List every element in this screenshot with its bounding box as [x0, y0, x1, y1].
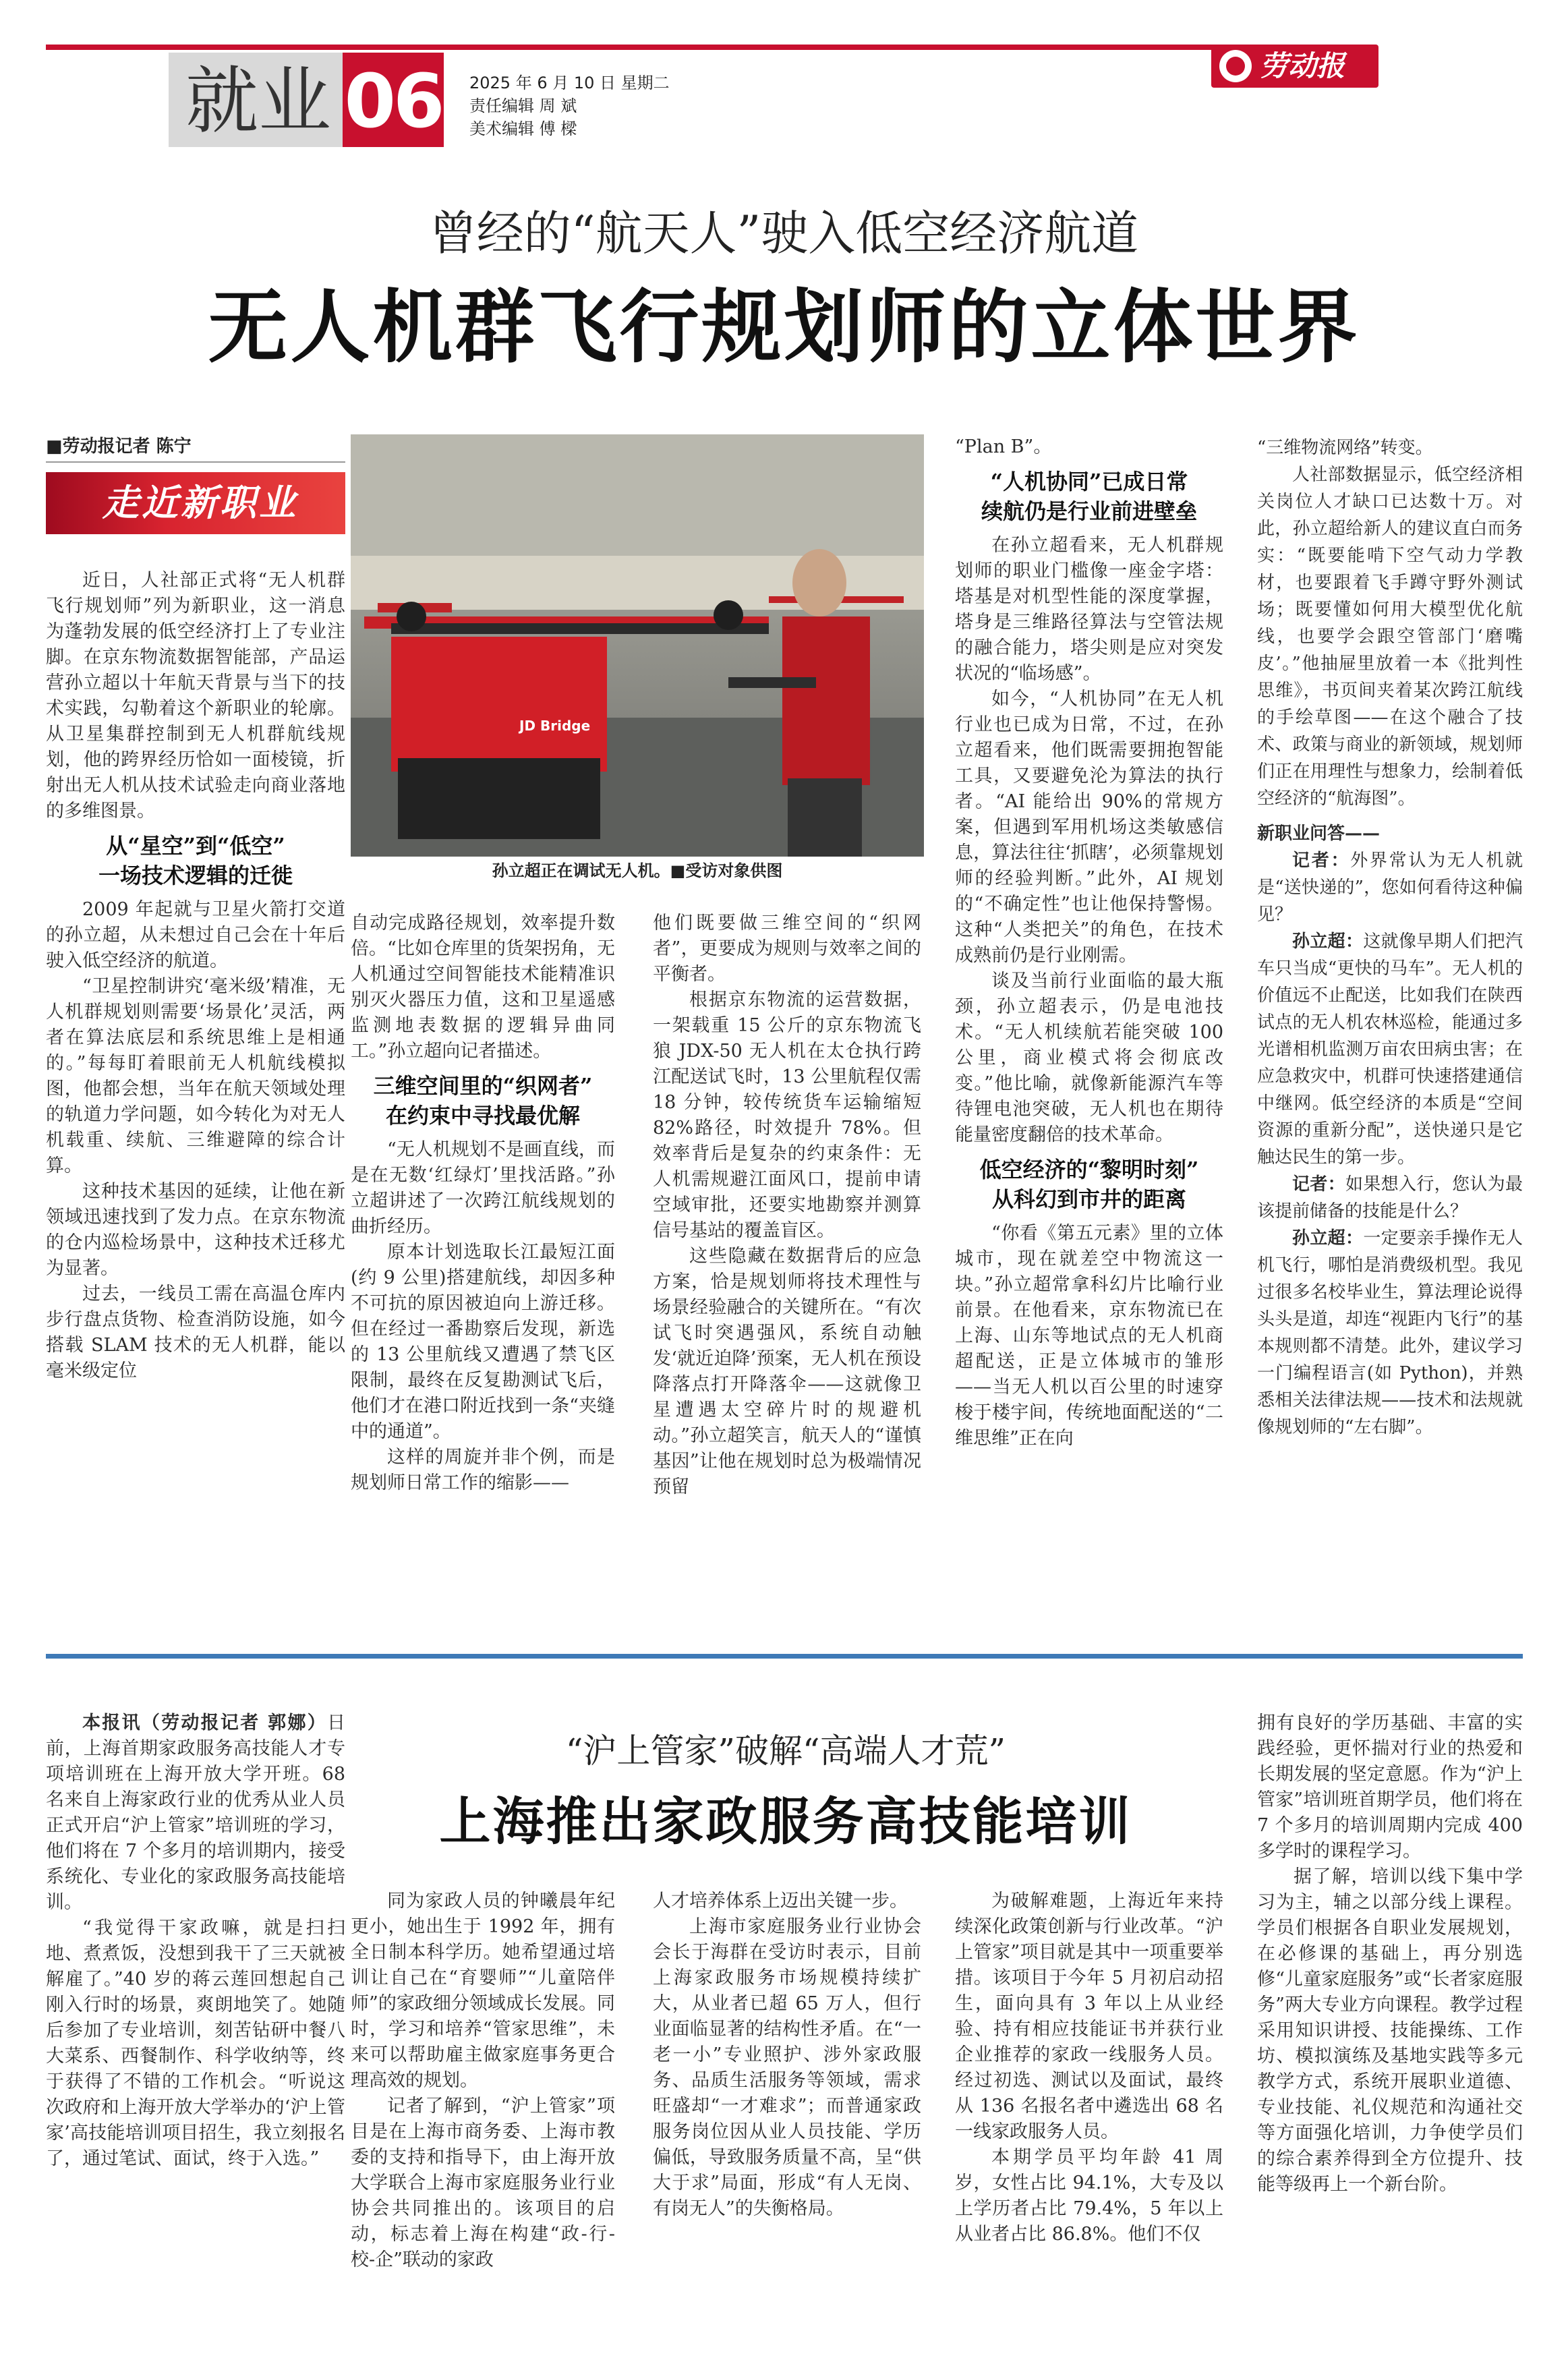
- paragraph: 本期学员平均年龄 41 周岁，女性占比 94.1%，大专及以上学历者占比 79.4%，5 年以上从业者占比 86.8%。他们不仅: [955, 2147, 1223, 2245]
- article1-col4: [955, 434, 1223, 1452]
- subheading-line1: “人机协同”已成日常: [990, 469, 1188, 494]
- column-banner: [46, 472, 345, 534]
- paragraph: 为破解难题，上海近年来持续深化政策创新与行业改革。“沪上管家”项目就是其中一项重要举措。该项目于今年 5 月初启动招生，面向具有 3 年以上从业经验、持有相应技能证书并获行业企业推荐的家政一线服务人员。经过初选、测试以及面试，最终从 136 名报名者中遴选出 68 名一线家政服务人员。: [955, 1891, 1223, 2142]
- paragraph: 自动完成路径规划，效率提升数倍。“比如仓库里的货架拐角，无人机通过空间智能技术能精准识别灭火器压力值，这和卫星遥感监测地表数据的逻辑异曲同工。”孙立超向记者描述。: [351, 913, 615, 1062]
- paper-logo: [1211, 45, 1378, 88]
- article1-col2: [351, 911, 615, 1496]
- paragraph: 在孙立超看来，无人机群规划师的职业门槛像一座金字塔：塔基是对机型性能的深度掌握，塔身是三维路径算法与空管法规的融合能力，塔尖则是应对突发状况的“临场感”。: [955, 535, 1223, 684]
- subheading: [955, 467, 1223, 526]
- paragraph: “卫星控制讲究‘毫米级’精准，无人机群规划则需要‘场景化’灵活，两者在算法底层和系统思维上是相通的。”每每盯着眼前无人机航线模拟图，他都会想，当年在航天领域处理的轨道力学问题，如今转化为对无人机载重、续航、三维避障的综合计算。: [46, 976, 345, 1176]
- subheading-line2: 一场技术逻辑的迁徙: [98, 863, 293, 888]
- paragraph: 这种技术基因的延续，让他在新领域迅速找到了发力点。在京东物流的仓内巡检场景中，这种技术迁移尤为显著。: [46, 1181, 345, 1279]
- qa-answer: [1257, 928, 1523, 1171]
- paper-name: 劳动报: [1260, 49, 1345, 82]
- article2-col5: [1257, 1711, 1523, 2197]
- paragraph: “Plan B”。: [955, 436, 1052, 457]
- paragraph: 根据京东物流的运营数据，一架载重 15 公斤的京东物流飞狼 JDX-50 无人机在太仓执行跨江配送试飞时，13 公里航程仅需 18 分钟，较传统货车运输缩短 82%路径，时效提升 78%。但效率背后是复杂的约束条件：无人机需规避江面风口，提前申请空域审批，还要实地勘察并测算信号基站的覆盖盲区。: [653, 989, 921, 1241]
- subheading-line2: 从科幻到市井的距离: [991, 1186, 1186, 1212]
- article2-col4: [955, 1889, 1223, 2247]
- article1-byline: ■劳动报记者 陈宁: [46, 436, 192, 457]
- qa-answer: [1257, 1225, 1523, 1441]
- paragraph: 上海市家庭服务业行业协会会长于海群在受访时表示，目前上海家政服务市场规模持续扩大，从业者已超 65 万人，但行业面临显著的结构性矛盾。在“一老一小”专业照护、涉外家政服务、品质生活服务等领域，需求旺盛却“一才难求”；而普通家政服务岗位因从业人员技能、学历偏低，导致服务质量不高，呈“供大于求”局面，形成“有人无岗、有岗无人”的失衡格局。: [653, 1916, 921, 2219]
- paragraph: 拥有良好的学历基础、丰富的实践经验，更怀揣对行业的热爱和长期发展的坚定意愿。作为“沪上管家”培训班首期学员，他们将在 7 个多月的培训周期内完成 400 多学时的课程学习。: [1257, 1713, 1523, 1862]
- article1-photo: [351, 434, 924, 857]
- article2-kicker: “沪上管家”破解“高端人才荒”: [565, 1731, 1006, 1771]
- subheading: [351, 1071, 615, 1130]
- paper-logo-icon-inner: [1226, 57, 1245, 76]
- paragraph: 近日，人社部正式将“无人机群飞行规划师”列为新职业，这一消息为蓬勃发展的低空经济打上了专业注脚。在京东物流数据智能部，产品运营孙立超以十年航天背景与当下的技术实践，勾勒着这个新职业的轮廓。从卫星集群控制到无人机群航线规划，他的跨界经历恰如一面棱镜，折射出无人机从技术试验走向商业落地的多维图景。: [46, 570, 345, 822]
- paragraph: 这样的周旋并非个例，而是规划师日常工作的缩影——: [351, 1447, 615, 1493]
- paragraph: 过去，一线员工需在高温仓库内步行盘点货物、检查消防设施，如今搭载 SLAM 技术的无人机群，能以毫米级定位: [46, 1284, 345, 1381]
- dateline: 本报讯（劳动报记者 郭娜）: [82, 1713, 327, 1733]
- column-banner-text: 走近新职业: [103, 482, 298, 524]
- paragraph: 人才培养体系上迈出关键一步。: [653, 1891, 908, 1912]
- paragraph: 这些隐藏在数据背后的应急方案，恰是规划师将技术理性与场景经验融合的关键所在。“有次试飞时突遇强风，系统自动触发‘就近迫降’预案，无人机在预设降落点打开降落伞——这就像卫星遭遇太空碎片时的规避机动。”孙立超笑言，航天人的“谨慎基因”让他在规划时总为极端情况预留: [653, 1246, 921, 1497]
- paragraph: 谈及当前行业面临的最大瓶颈，孙立超表示，仍是电池技术。“无人机续航若能突破 100 公里，商业模式将会彻底改变。”他比喻，就像新能源汽车等待锂电池突破，无人机也在期待能量密度翻倍的技术革命。: [955, 971, 1223, 1145]
- paragraph: 人社部数据显示，低空经济相关岗位人才缺口已达数十万。对此，孙立超给新人的建议直白而务实：“既要能啃下空气动力学教材，也要跟着飞手蹲守野外测试场；既要懂如何用大模型优化航线，也要学会跟空管部门‘磨嘴皮’。”他抽屉里放着一本《批判性思维》，书页间夹着某次跨江航线的手绘草图——在这个融合了技术、政策与商业的新领域，规划师们正在用理性与想象力，绘制着低空经济的“航海图”。: [1257, 465, 1523, 809]
- article1-photo-caption: 孙立超正在调试无人机。■受访对象供图: [492, 861, 783, 880]
- subheading: [46, 831, 345, 890]
- qa-speaker: 记者：: [1292, 851, 1351, 871]
- qa-speaker: 孙立超：: [1292, 931, 1364, 952]
- qa-question: [1257, 847, 1523, 928]
- qa-title: 新职业问答——: [1257, 824, 1381, 844]
- paragraph: “三维物流网络”转变。: [1257, 438, 1433, 458]
- art-editor-line: 美术编辑 傅 樑: [469, 119, 577, 138]
- page-number: 06: [344, 58, 442, 144]
- article1-title: 无人机群飞行规划师的立体世界: [208, 280, 1360, 374]
- photo-sign: JD Bridge: [519, 718, 591, 734]
- byline-rule: [46, 461, 345, 463]
- editor-line: 责任编辑 周 斌: [469, 96, 577, 115]
- subheading-line2: 在约束中寻找最优解: [385, 1103, 580, 1128]
- article1-col5: [1257, 434, 1523, 1441]
- paragraph: “你看《第五元素》里的立体城市，现在就差空中物流这一块。”孙立超常拿科幻片比喻行业前景。在他看来，京东物流已在上海、山东等地试点的无人机商超配送，正是立体城市的雏形——当无人机以百公里的时速穿梭于楼宇间，传统地面配送的“二维思维”正在向: [955, 1223, 1223, 1449]
- subheading-line1: 低空经济的“黎明时刻”: [979, 1157, 1199, 1182]
- section-label: 就业: [185, 59, 331, 144]
- paragraph: 他们既要做三维空间的“织网者”，更要成为规则与效率之间的平衡者。: [653, 913, 921, 985]
- paragraph: 如今，“人机协同”在无人机行业也已成为日常，不过，在孙立超看来，他们既需要拥抱智能工具，又要避免沦为算法的执行者。“AI 能给出 90%的常规方案，但遇到军用机场这类敏感信息，算法往往‘抓瞎’，必须靠规划师的经验判断。”此外，AI 规划的“不确定性”也让他保持警惕。这种“人类把关”的角色，在技术成熟前仍是行业刚需。: [955, 689, 1223, 966]
- date-line: 2025 年 6 月 10 日 星期二: [469, 74, 670, 92]
- article1-col1: [46, 568, 345, 1384]
- article2-col3: [653, 1889, 921, 2222]
- article1-kicker: 曾经的“航天人”驶入低空经济航道: [429, 206, 1139, 261]
- qa-text: 外界常认为无人机就是“送快递的”，您如何看待这种偏见？: [1257, 851, 1523, 925]
- subheading: [955, 1155, 1223, 1214]
- subheading-line1: 三维空间里的“织网者”: [373, 1073, 593, 1099]
- paragraph: 2009 年起就与卫星火箭打交道的孙立超，从未想过自己会在十年后驶入低空经济的航道。: [46, 899, 345, 971]
- qa-text: 这就像早期人们把汽车只当成“更快的马车”。无人机的价值远不止配送，比如我们在陕西试点的无人机农林巡检，能通过多光谱相机监测万亩农田病虫害；在应急救灾中，机群可快速搭建通信中继网。低空经济的本质是“空间资源的重新分配”，送快递只是它触达民生的第一步。: [1257, 931, 1523, 1168]
- paragraph: [46, 1711, 345, 1916]
- article1-col3: [653, 911, 921, 1500]
- paragraph: “我觉得干家政嘛，就是扫扫地、煮煮饭，没想到我干了三天就被解雇了。”40 岁的蒋云莲回想起自己刚入行时的场景，爽朗地笑了。她随后参加了专业培训，刻苦钻研中餐八大菜系、西餐制作、科学收纳等，终于获得了不错的工作机会。“听说这次政府和上海开放大学举办的‘沪上管家’高技能培训项目招生，我立刻报名了，通过笔试、面试，终于入选。”: [46, 1918, 345, 2169]
- article2-title: 上海推出家政服务高技能培训: [439, 1791, 1132, 1851]
- paragraph: 记者了解到，“沪上管家”项目是在上海市商务委、上海市教委的支持和指导下，由上海开放大学联合上海市家庭服务业行业协会共同推出的。该项目的启动，标志着上海在构建“政-行-校-企”联动的家政: [351, 2096, 615, 2270]
- qa-speaker: 孙立超：: [1292, 1228, 1364, 1248]
- article2-col1: [46, 1711, 345, 2172]
- subheading-line1: 从“星空”到“低空”: [106, 833, 285, 859]
- paragraph: 原本计划选取长江最短江面(约 9 公里)搭建航线，却因多种不可抗的原因被迫向上游迁移。但在经过一番勘察后发现，新选的 13 公里航线又遭遇了禁飞区限制，最终在反复勘测试飞后，他们才在港口附近找到一条“夹缝中的通道”。: [351, 1242, 615, 1442]
- article2-col2: [351, 1889, 615, 2273]
- top-red-rule: [46, 45, 1307, 50]
- paragraph: 同为家政人员的钟曦晨年纪更小，她出生于 1992 年，拥有全日制本科学历。她希望通过培训让自己在“育婴师”“儿童陪伴师”的家政细分领域成长发展。同时，学习和培养“管家思维”，未来可以帮助雇主做家庭事务更合理高效的规划。: [351, 1891, 615, 2091]
- paragraph-text: 日前，上海首期家政服务高技能人才专项培训班在上海开放大学开班。68 名来自上海家政行业的优秀从业人员正式开启“沪上管家”培训班的学习，他们将在 7 个多月的培训期内，接受系统化、专业化的家政服务高技能培训。: [46, 1713, 345, 1913]
- qa-text: 如果想入行，您认为最该提前储备的技能是什么？: [1257, 1174, 1523, 1222]
- paragraph: “无人机规划不是画直线，而是在无数‘红绿灯’里找活路。”孙立超讲述了一次跨江航线规划的曲折经历。: [351, 1139, 615, 1237]
- photo-scene: [351, 434, 924, 857]
- qa-text: 一定要亲手操作无人机飞行，哪怕是消费级机型。我见过很多名校毕业生，算法理论说得头头是道，却连“视距内飞行”的基本规则都不清楚。此外，建议学习一门编程语言(如 Python)，并熟悉相关法律法规——技术和法规就像规划师的“左右脚”。: [1257, 1228, 1523, 1437]
- subheading-line2: 续航仍是行业前进壁垒: [981, 498, 1197, 524]
- qa-question: [1257, 1171, 1523, 1225]
- qa-speaker: 记者：: [1292, 1174, 1345, 1195]
- section-divider: [46, 1654, 1523, 1659]
- paragraph: 据了解，培训以线下集中学习为主，辅之以部分线上课程。学员们根据各自职业发展规划，在必修课的基础上，再分别选修“儿童家庭服务”或“长者家庭服务”两大专业方向课程。教学过程采用知识讲授、技能操练、工作坊、模拟演练及基地实践等多元教学方式，系统开展职业道德、专业技能、礼仪规范和沟通社交等方面强化培训，力争使学员们的综合素养得到全方位提升、技能等级再上一个新台阶。: [1257, 1866, 1523, 2195]
